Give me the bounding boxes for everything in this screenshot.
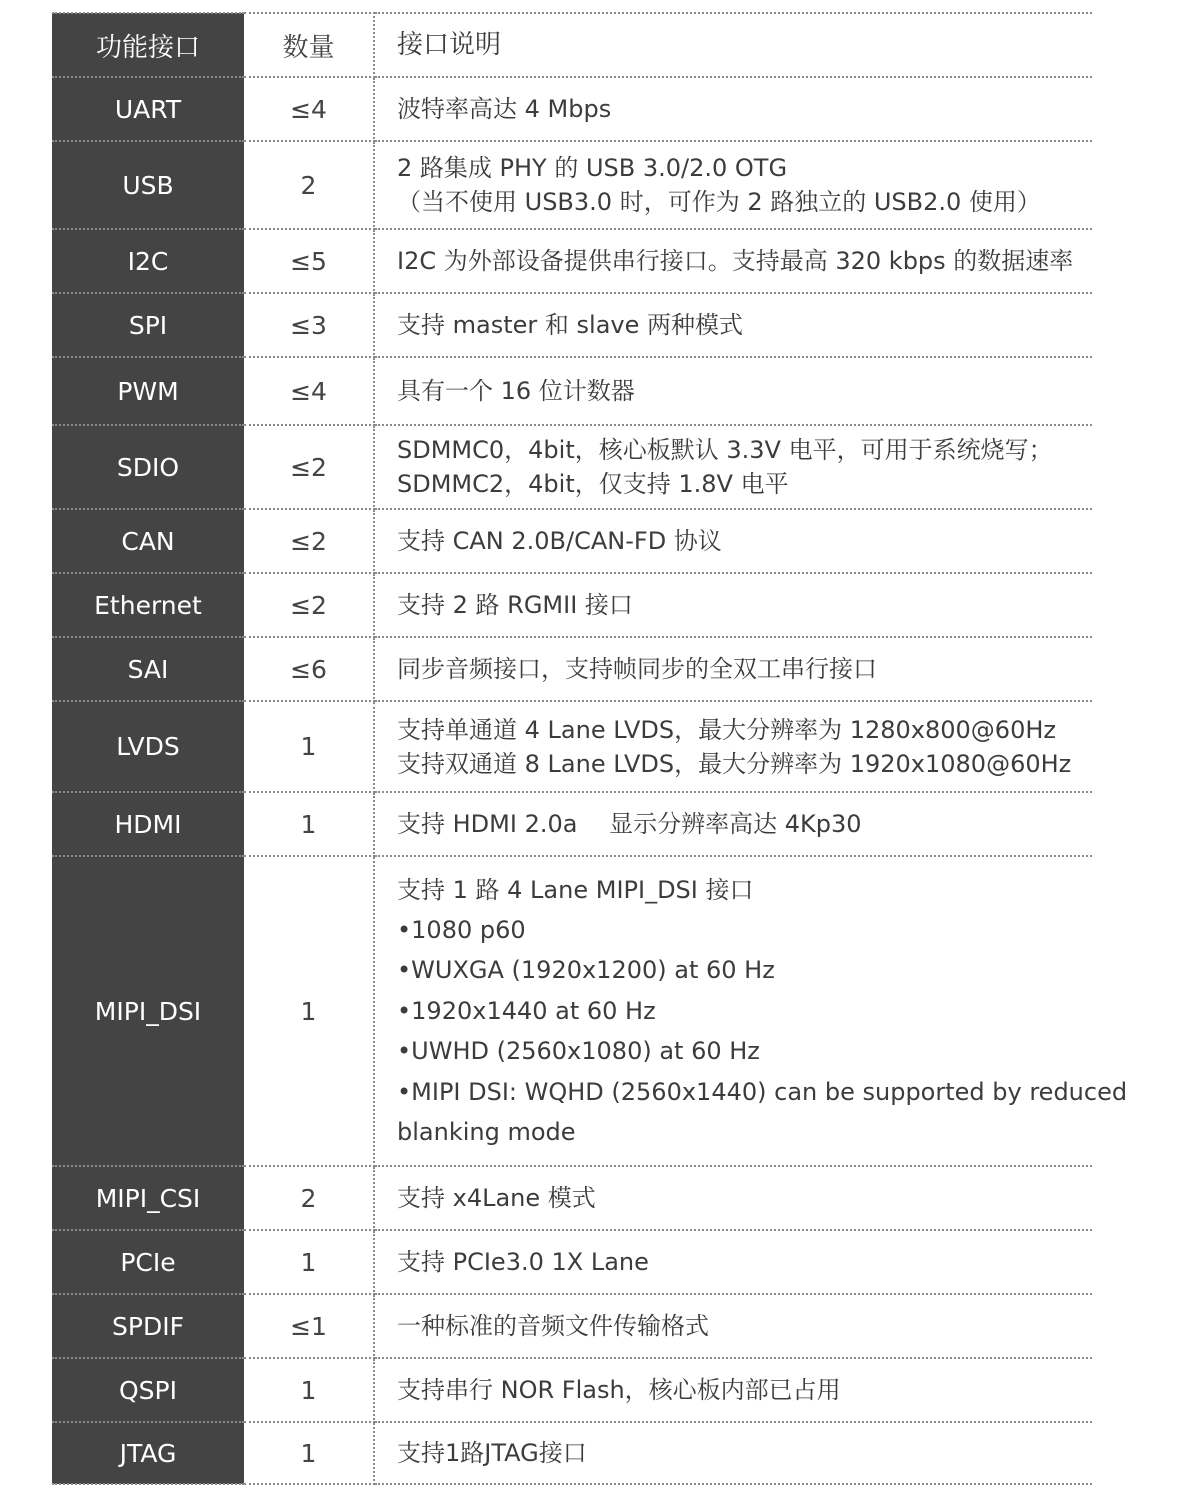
description-cell [374,357,1092,425]
function-cell: HDMI [52,792,244,856]
description-line: 支持 2 路 RGMII 接口 [397,591,633,619]
table-row [52,1422,1092,1484]
quantity-cell: 1 [244,1422,374,1484]
description-line: （当不使用 USB3.0 时，可作为 2 路独立的 USB2.0 使用） [397,188,1041,216]
description-line: 支持串行 NOR Flash，核心板内部已占用 [397,1376,841,1404]
description-line: 支持 x4Lane 模式 [397,1184,596,1212]
function-cell: JTAG [52,1422,244,1484]
function-cell: USB [52,141,244,229]
description-line: blanking mode [397,1118,576,1147]
function-cell: SPI [52,293,244,357]
description-cell [374,637,1092,701]
description-cell [374,293,1092,357]
quantity-cell: ≤1 [244,1294,374,1358]
quantity-cell: ≤3 [244,293,374,357]
table-header-row [52,13,1092,77]
quantity-cell: 1 [244,792,374,856]
description-cell [374,1422,1092,1484]
description-line: •UWHD (2560x1080) at 60 Hz [397,1037,760,1066]
function-cell: MIPI_DSI [52,856,244,1166]
quantity-cell: ≤2 [244,425,374,509]
function-cell: SPDIF [52,1294,244,1358]
table-row [52,293,1092,357]
description-line: 波特率高达 4 Mbps [397,95,612,123]
table-row [52,856,1092,1166]
quantity-cell: ≤4 [244,357,374,425]
description-cell [374,1230,1092,1294]
description-cell [374,1294,1092,1358]
table-row [52,425,1092,509]
description-line: 支持 1 路 4 Lane MIPI_DSI 接口 [397,875,754,904]
table-body [52,13,1128,1484]
table-row [52,573,1092,637]
quantity-cell: 1 [244,1358,374,1422]
function-cell: SAI [52,637,244,701]
header-qty: 数量 [244,13,374,77]
description-cell [374,792,1092,856]
description-line: 支持1路JTAG接口 [397,1439,587,1467]
header-desc: 接口说明 [374,13,1092,77]
description-line: 支持单通道 4 Lane LVDS，最大分辨率为 1280x800@60Hz [397,715,1056,744]
description-line: 支持双通道 8 Lane LVDS，最大分辨率为 1920x1080@60Hz [397,749,1072,778]
table-row [52,229,1092,293]
description-cell [374,77,1092,141]
table-row [52,357,1092,425]
quantity-cell: ≤2 [244,509,374,573]
quantity-cell: 2 [244,1166,374,1230]
description-line: SDMMC2，4bit，仅支持 1.8V 电平 [397,470,789,498]
table-row [52,1358,1092,1422]
table-row [52,701,1092,792]
quantity-cell: 2 [244,141,374,229]
quantity-cell: 1 [244,856,374,1166]
function-cell: UART [52,77,244,141]
quantity-cell: ≤6 [244,637,374,701]
description-line: •WUXGA (1920x1200) at 60 Hz [397,956,775,985]
header-func: 功能接口 [52,13,244,77]
function-cell: QSPI [52,1358,244,1422]
description-line: 2 路集成 PHY 的 USB 3.0/2.0 OTG [397,154,788,182]
description-line: •1080 p60 [397,915,526,944]
quantity-cell: ≤4 [244,77,374,141]
function-cell: MIPI_CSI [52,1166,244,1230]
table-row [52,77,1092,141]
quantity-cell: 1 [244,1230,374,1294]
description-cell [374,141,1092,229]
function-cell: LVDS [52,701,244,792]
description-line: 同步音频接口，支持帧同步的全双工串行接口 [397,655,877,683]
description-line: 支持 CAN 2.0B/CAN-FD 协议 [397,527,722,555]
description-line: 一种标准的音频文件传输格式 [397,1312,709,1340]
function-cell: Ethernet [52,573,244,637]
description-line: 具有一个 16 位计数器 [397,377,635,405]
table-row [52,637,1092,701]
description-cell [374,509,1092,573]
description-cell [374,1166,1092,1230]
function-cell: PWM [52,357,244,425]
function-cell: I2C [52,229,244,293]
table-row [52,1166,1092,1230]
description-line: 支持 master 和 slave 两种模式 [397,311,743,339]
description-cell [374,701,1092,792]
description-cell [374,425,1092,509]
description-line: 支持 HDMI 2.0a 显示分辨率高达 4Kp30 [397,810,862,838]
function-cell: SDIO [52,425,244,509]
table-row [52,792,1092,856]
description-cell [374,856,1128,1166]
description-line: •MIPI DSI: WQHD (2560x1440) can be supported by reduced [397,1077,1128,1106]
description-cell [374,1358,1092,1422]
description-cell [374,229,1092,293]
table-row [52,1230,1092,1294]
description-line: •1920x1440 at 60 Hz [397,996,656,1025]
table-row [52,1294,1092,1358]
description-line: 支持 PCIe3.0 1X Lane [397,1248,649,1276]
function-cell: CAN [52,509,244,573]
description-cell [374,573,1092,637]
description-line: I2C 为外部设备提供串行接口。支持最高 320 kbps 的数据速率 [397,247,1074,275]
description-line: SDMMC0，4bit，核心板默认 3.3V 电平，可用于系统烧写； [397,436,1053,464]
quantity-cell: 1 [244,701,374,792]
function-cell: PCIe [52,1230,244,1294]
table-row [52,141,1092,229]
table-row [52,509,1092,573]
quantity-cell: ≤2 [244,573,374,637]
interface-spec-table [52,12,1128,1485]
quantity-cell: ≤5 [244,229,374,293]
